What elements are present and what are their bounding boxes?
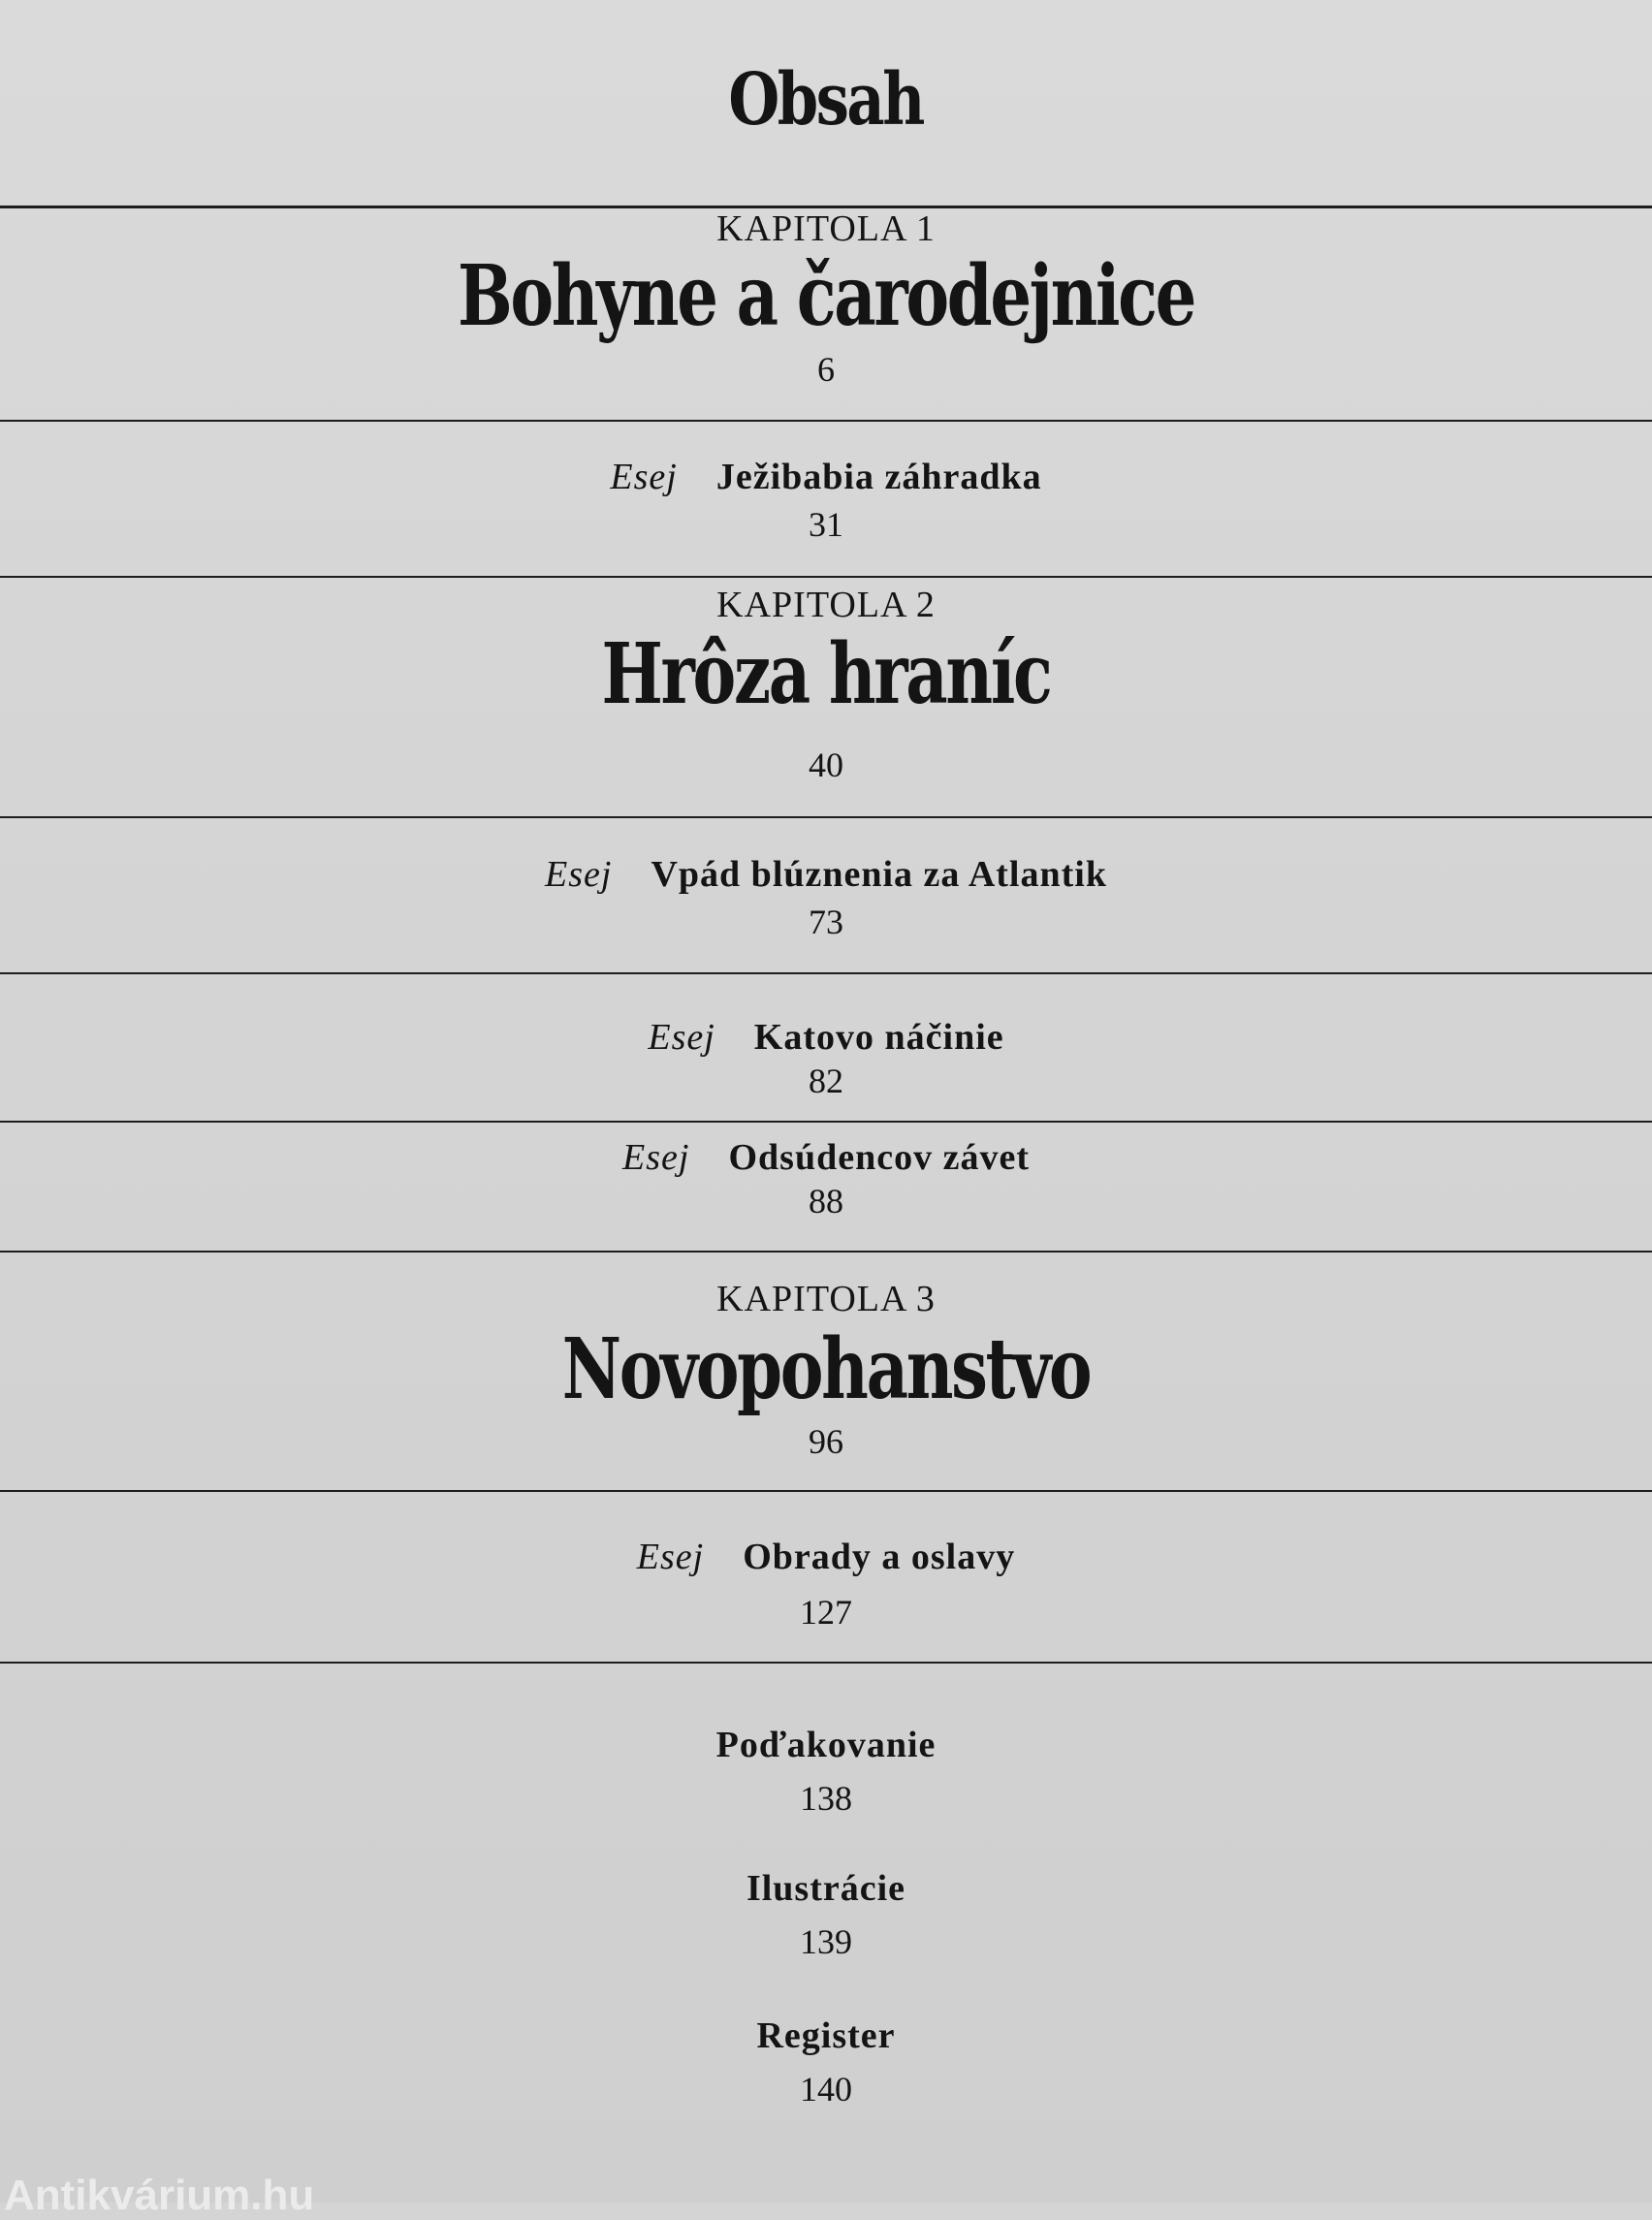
essay-2-line bbox=[0, 853, 1652, 896]
chapter-1-label: KAPITOLA 1 bbox=[716, 208, 936, 249]
divider bbox=[0, 420, 1652, 422]
illustrations-title: Ilustrácie bbox=[746, 1868, 906, 1909]
essay-4-prefix: Esej bbox=[622, 1137, 690, 1178]
essay-2-page: 73 bbox=[809, 903, 843, 941]
essay-3-title: Katovo náčinie bbox=[753, 1017, 1004, 1058]
divider bbox=[0, 1490, 1652, 1492]
essay-5-line bbox=[0, 1536, 1652, 1578]
register-page: 140 bbox=[800, 2070, 852, 2109]
chapter-2-page: 40 bbox=[809, 745, 843, 784]
essay-1-page: 31 bbox=[809, 505, 843, 544]
essay-5-title: Obrady a oslavy bbox=[743, 1537, 1016, 1577]
essay-4-line bbox=[0, 1136, 1652, 1179]
essay-1-prefix: Esej bbox=[610, 457, 678, 497]
illustrations-page: 139 bbox=[800, 1922, 852, 1961]
acknowledgements-title: Poďakovanie bbox=[715, 1725, 937, 1765]
chapter-2-label: KAPITOLA 2 bbox=[716, 585, 936, 625]
register-title: Register bbox=[756, 2015, 896, 2056]
essay-3-prefix: Esej bbox=[648, 1017, 715, 1058]
watermark-text: Antikvárium.hu bbox=[4, 2172, 315, 2219]
essay-5-prefix: Esej bbox=[636, 1537, 705, 1577]
divider bbox=[0, 816, 1652, 818]
divider bbox=[0, 1251, 1652, 1253]
essay-3-line bbox=[0, 1016, 1652, 1059]
essay-2-prefix: Esej bbox=[545, 854, 613, 895]
essay-1-title: Ježibabia záhradka bbox=[715, 457, 1042, 497]
divider bbox=[0, 1121, 1652, 1123]
essay-2-title: Vpád blúznenia za Atlantik bbox=[651, 854, 1107, 895]
divider bbox=[0, 576, 1652, 578]
acknowledgements-page: 138 bbox=[800, 1779, 852, 1818]
essay-4-title: Odsúdencov závet bbox=[728, 1137, 1030, 1178]
page-title: Obsah bbox=[728, 58, 923, 142]
divider bbox=[0, 1662, 1652, 1664]
essay-3-page: 82 bbox=[809, 1062, 843, 1100]
chapter-1-title: Bohyne a čarodejnice bbox=[457, 247, 1195, 345]
essay-1-line bbox=[0, 456, 1652, 498]
chapter-3-title: Novopohanstvo bbox=[561, 1320, 1091, 1418]
divider bbox=[0, 972, 1652, 974]
chapter-1-page: 6 bbox=[817, 350, 835, 389]
essay-5-page: 127 bbox=[800, 1593, 852, 1632]
chapter-3-label: KAPITOLA 3 bbox=[716, 1279, 936, 1319]
chapter-2-title: Hrôza hraníc bbox=[601, 625, 1051, 723]
chapter-3-page: 96 bbox=[809, 1422, 843, 1461]
essay-4-page: 88 bbox=[809, 1182, 843, 1221]
